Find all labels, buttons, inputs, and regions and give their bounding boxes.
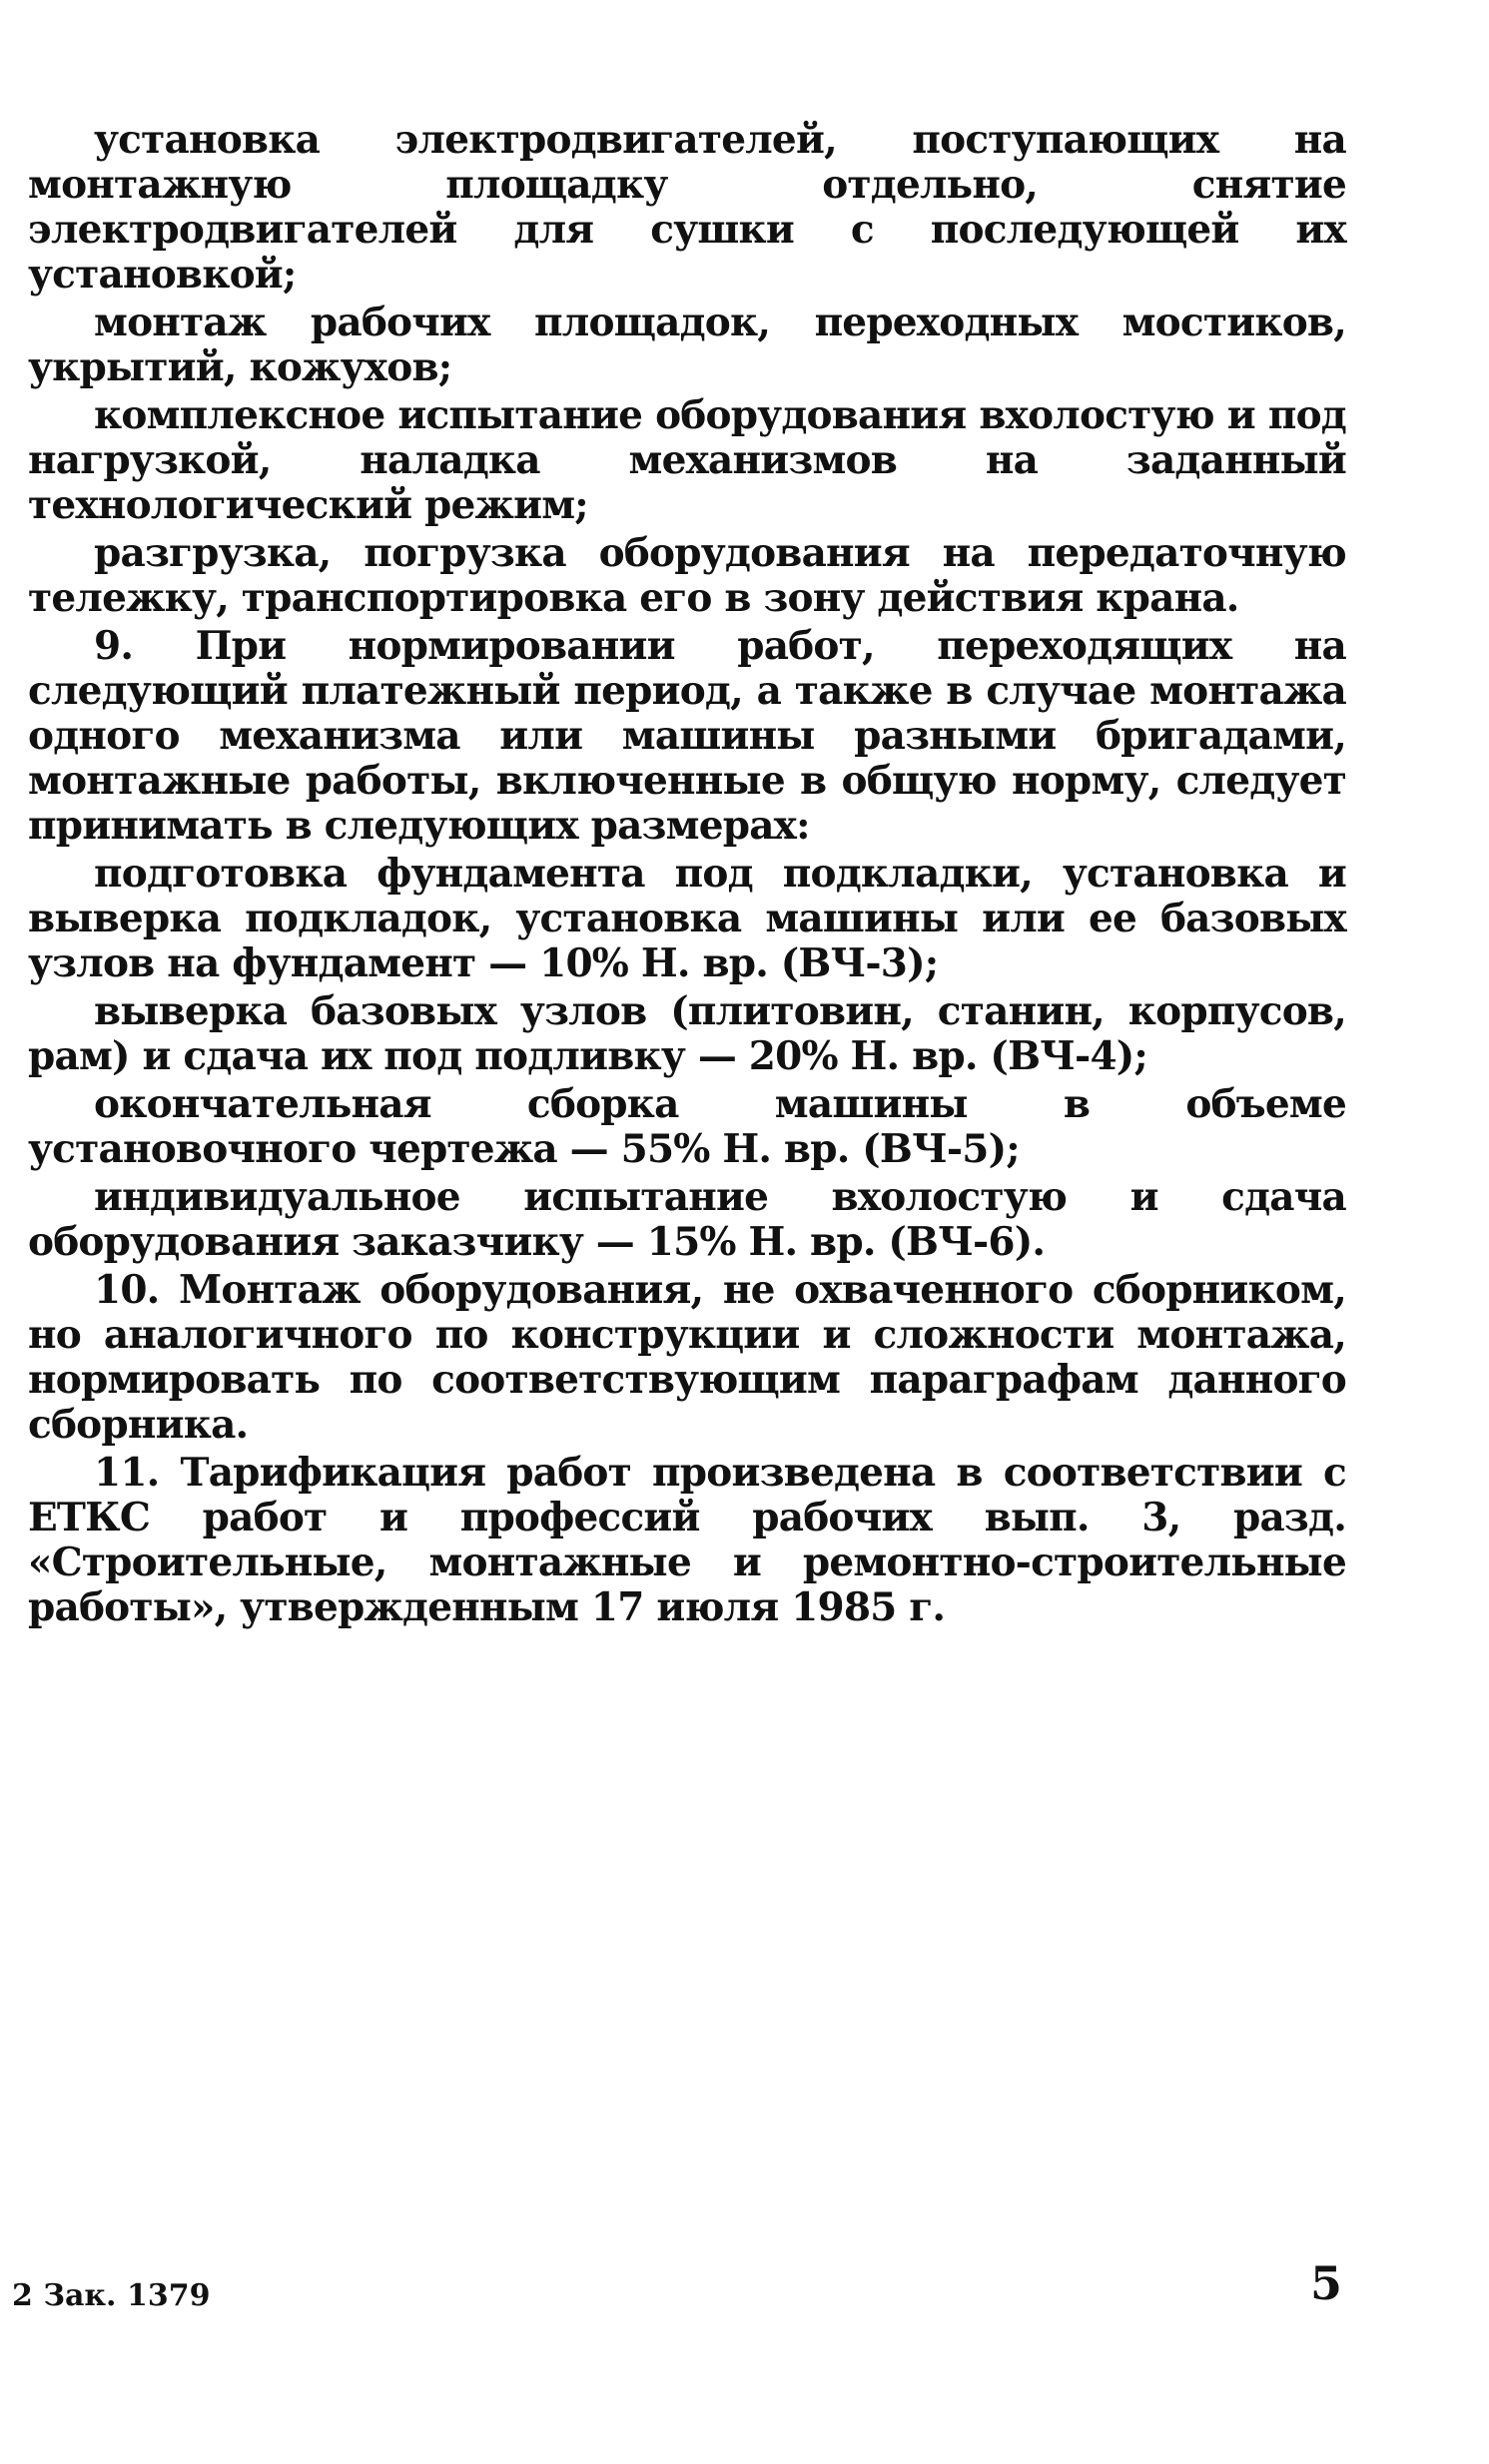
paragraph-11: 11. Тарификация работ произведена в соответствии с ЕТКС работ и профессий рабочих вып. 3, разд. «Строительные, монтажные и ремонтно-строительные работы», утвержденным 17 июля 1985 г. [28, 1450, 1346, 1630]
paragraph-6: подготовка фундамента под подкладки, установка и выверка подкладок, установка машины или ее базовых узлов на фундамент — 10% Н. вр. (ВЧ-3); [28, 851, 1346, 986]
paragraph-2: монтаж рабочих площадок, переходных мостиков, укрытий, кожухов; [28, 300, 1346, 390]
paragraph-3: комплексное испытание оборудования вхолостую и под нагрузкой, наладка механизмов на заданный технологический режим; [28, 392, 1346, 528]
order-mark: 2 Зак. 1379 [12, 2278, 211, 2313]
paragraph-8: окончательная сборка машины в объеме установочного чертежа — 55% Н. вр. (ВЧ-5); [28, 1081, 1346, 1172]
paragraph-4: разгрузка, погрузка оборудования на передаточную тележку, транспортировка его в зону действия крана. [28, 530, 1346, 621]
paragraph-7: выверка базовых узлов (плитовин, станин, корпусов, рам) и сдача их под подливку — 20% Н. вр. (ВЧ-4); [28, 988, 1346, 1079]
page-number: 5 [1310, 2256, 1343, 2310]
document-body [28, 118, 1346, 1633]
paragraph-1: установка электродвигателей, поступающих на монтажную площадку отдельно, снятие электродвигателей для сушки с последующей их установкой; [28, 117, 1346, 298]
paragraph-9: индивидуальное испытание вхолостую и сдача оборудования заказчику — 15% Н. вр. (ВЧ-6). [28, 1174, 1346, 1265]
paragraph-10: 10. Монтаж оборудования, не охваченного сборником, но аналогичного по конструкции и сложности монтажа, нормировать по соответствующим параграфам данного сборника. [28, 1267, 1346, 1448]
paragraph-5: 9. При нормировании работ, переходящих на следующий платежный период, а также в случае монтажа одного механизма или машины разными бригадами, монтажные работы, включенные в общую норму, следует принимать в следующих размерах: [28, 623, 1346, 849]
